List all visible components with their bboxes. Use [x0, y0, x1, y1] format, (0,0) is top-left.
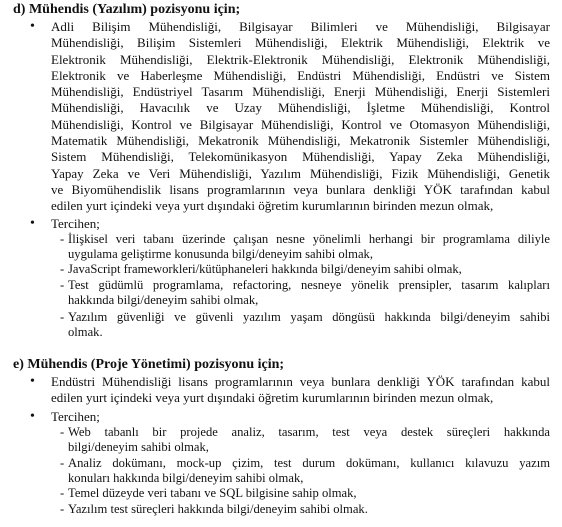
requirement-line: Sistem Mühendisliği, Telekomünikasyon Mühendisliği, Yapay Zeka Mühendisliği, [51, 149, 550, 165]
preference-item [60, 232, 550, 261]
bullet-marker: • [30, 374, 35, 389]
dash-marker: - [60, 425, 65, 439]
preference-line: JavaScript frameworkleri/kütüphaneleri hakkında bilgi/deneyim sahibi olmak, [68, 262, 462, 276]
bullet-marker: • [30, 216, 35, 231]
section-title-project-engineer: e) Mühendis (Proje Yönetimi) pozisyonu için; [13, 357, 285, 372]
preference-line: Web tabanlı bir projede analiz, tasarım, test veya destek süreçleri hakkında [68, 425, 550, 439]
dash-marker: - [60, 232, 65, 246]
bullet-marker: • [30, 409, 35, 424]
dash-marker: - [60, 310, 65, 324]
dash-marker: - [60, 456, 65, 470]
requirement-line: Matematik Mühendisliği, Mekatronik Mühendisliği, Mekatronik Sistemler Mühendisliği, [51, 133, 550, 149]
requirement-paragraph-e [51, 374, 550, 407]
preference-item [60, 310, 550, 339]
requirement-line: Elektronik ve Haberleşme Mühendisliği, Endüstri Mühendisliği, Endüstri ve Sistem [51, 67, 550, 83]
preference-item [60, 456, 550, 485]
dash-marker: - [60, 262, 65, 276]
preference-line: uygulama geliştirme konusunda bilgi/deneyim sahibi olmak, [68, 246, 373, 261]
dash-marker: - [60, 278, 65, 292]
requirement-line: Elektronik Mühendisliği, Elektrik-Elektronik Mühendisliği, Elektronik Mühendisliği, [51, 51, 550, 67]
preference-line: Temel düzeyde veri tabanı ve SQL bilgisine sahip olmak, [68, 486, 357, 500]
bullet-marker: • [30, 19, 35, 34]
preference-line: Yazılım güvenliği ve güvenli yazılım yaşam döngüsü hakkında bilgi/deneyim sahibi [68, 310, 550, 324]
requirement-line: Mühendisliği, Endüstriyel Tasarım Mühendisliği, Enerji Mühendisliği, Enerji Sistemleri [51, 84, 550, 100]
preference-label: Tercihen; [51, 409, 100, 424]
requirement-line: Mühendisliği, Havacılık ve Uzay Mühendisliği, İşletme Mühendisliği, Kontrol [51, 100, 550, 116]
requirement-line: Endüstri Mühendisliği lisans programlarının veya bunlara denkliği YÖK tarafından kabul [51, 374, 550, 389]
preference-line: İlişkisel veri tabanı üzerinde çalışan nesne yönelimli herhangi bir programlama diliyle [68, 232, 550, 246]
preference-line: Analiz dokümanı, mock-up çizim, test durum dokümanı, kullanıcı kılavuzu yazım [68, 456, 550, 470]
preference-line: konuları hakkında bilgi/deneyim sahibi olmak, [68, 470, 304, 485]
requirement-line: edilen yurt içindeki veya yurt dışındaki öğretim kurumlarının birinden mezun olmak, [51, 390, 494, 406]
requirement-line: ve Biyomühendislik lisans programlarının veya bunlara denkliği YÖK tarafından kabul [51, 181, 550, 197]
dash-marker: - [60, 502, 65, 516]
preference-item [60, 425, 550, 454]
preference-item [60, 262, 550, 277]
section-title-software-engineer: d) Mühendis (Yazılım) pozisyonu için; [13, 2, 241, 17]
requirement-line: Mühendisliği, Bilişim Sistemleri Mühendisliği, Elektrik Mühendisliği, Elektrik ve [51, 35, 550, 51]
dash-marker: - [60, 486, 65, 500]
preference-line: olmak. [68, 324, 103, 339]
requirement-line: Mühendisliği, Kontrol ve Bilgisayar Mühendisliği, Kontrol ve Otomasyon Mühendisliği, [51, 116, 550, 132]
preference-item [60, 502, 550, 517]
preference-line: hakkında bilgi/deneyim sahibi olmak, [68, 292, 259, 307]
preference-line: Yazılım test süreçleri hakkında bilgi/deneyim sahibi olmak. [68, 502, 368, 516]
requirement-line: Adli Bilişim Mühendisliği, Bilgisayar Bilimleri ve Mühendisliği, Bilgisayar [51, 19, 550, 34]
requirement-line: Yapay Zeka ve Veri Mühendisliği, Yazılım Mühendisliği, Fizik Mühendisliği, Genetik [51, 165, 550, 181]
preference-line: Test güdümlü programlama, refactoring, nesneye yönelik prensipler, tasarım kalıpları [68, 278, 550, 292]
preference-line: bilgi/deneyim sahibi olmak, [68, 439, 209, 454]
requirement-paragraph-d [51, 19, 550, 215]
preference-item [60, 278, 550, 307]
preference-item [60, 486, 550, 501]
preference-label: Tercihen; [51, 216, 100, 231]
requirement-line: edilen yurt içindeki veya yurt dışındaki öğretim kurumlarının birinden mezun olmak, [51, 198, 494, 214]
